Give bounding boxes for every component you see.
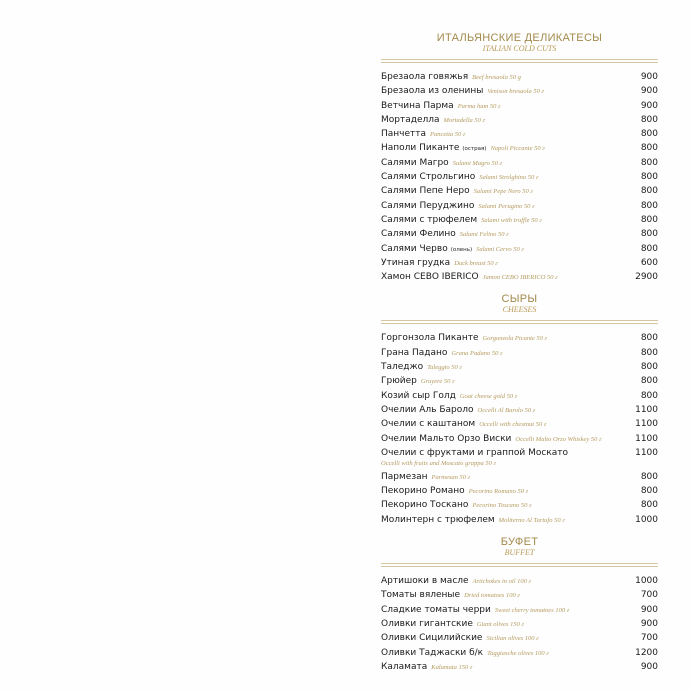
menu-item-name-en: Parma ham 50 г [457, 102, 501, 110]
menu-item [381, 270, 658, 284]
menu-item [381, 331, 658, 345]
menu-item-name-line [381, 446, 568, 460]
menu-item-name-ru: Артишоки в масле [381, 576, 469, 587]
menu-item-name-ru: Брезаола из оленины [381, 86, 484, 97]
menu-item-price: 900 [640, 86, 658, 97]
menu-item-name-line [381, 242, 524, 257]
menu-item-name-en: Kalamata 150 г [431, 663, 473, 671]
menu-item-name-ru: Салями Фелино [381, 229, 456, 240]
menu-item [381, 603, 658, 617]
menu-item [381, 646, 658, 660]
menu-item-name-en: Salami Cervo 50 г [476, 245, 524, 253]
menu-item-name-ru: Очелии с каштаном [381, 419, 476, 430]
menu-item [381, 660, 658, 674]
menu-item [381, 484, 658, 498]
menu-item-note: (олень) [450, 246, 473, 253]
menu-item [381, 631, 658, 645]
menu-item-name-line [381, 331, 547, 346]
menu-item-name-en: Taleggio 50 г [427, 364, 462, 372]
menu-item [381, 141, 658, 155]
menu-item-name-en: Duck breast 50 г [454, 259, 498, 267]
menu-item-price: 800 [640, 243, 658, 254]
menu-item [381, 227, 658, 241]
menu-item-price: 1100 [635, 447, 658, 458]
menu-item-name-ru: Салями Черво [381, 243, 448, 254]
menu-item-name-en: Gorgonzola Picante 50 г [482, 335, 548, 343]
menu-item-name-line [381, 113, 485, 128]
menu-item-price: 800 [640, 347, 658, 358]
menu-item [381, 470, 658, 484]
menu-item-name-line [381, 84, 544, 99]
menu-item [381, 389, 658, 403]
menu-item-price: 1200 [635, 647, 658, 658]
menu-section [381, 32, 658, 284]
menu-item-name-ru: Оливки Сицилийские [381, 633, 483, 644]
menu-item-name-en: Moliterno Al Tartufo 50 г [498, 516, 565, 524]
menu-item-names [381, 227, 509, 242]
menu-item-price: 700 [640, 633, 658, 644]
menu-item [381, 84, 658, 98]
menu-item-names [381, 417, 546, 432]
menu-item-name-line [381, 141, 545, 156]
menu-item-name-en: Parmesan 50 г [431, 473, 471, 481]
menu-item-names [381, 513, 565, 528]
menu-item-name-en: Occelli Al Barolo 50 г [477, 406, 536, 414]
menu-item-name-line [381, 484, 528, 499]
menu-item-names [381, 84, 544, 99]
menu-item-name-en: Salami Pepe Nero 50 г [473, 188, 533, 196]
menu-item-name-ru: Салями Перуджино [381, 200, 475, 211]
menu-item-price: 800 [640, 143, 658, 154]
menu-item-names [381, 617, 524, 632]
section-spacer [381, 527, 658, 536]
menu-item-names [381, 256, 498, 271]
menu-item [381, 113, 658, 127]
menu-item [381, 213, 658, 227]
menu-item [381, 170, 658, 184]
menu-item [381, 360, 658, 374]
menu-item-price: 800 [640, 200, 658, 211]
menu-item-names [381, 660, 472, 675]
menu-item-name-line [381, 498, 532, 513]
menu-item-name-ru: Салями с трюфелем [381, 214, 478, 225]
menu-item-price: 800 [640, 500, 658, 511]
menu-item-price: 1100 [635, 433, 658, 444]
menu-item-name-line [381, 256, 498, 271]
menu-item [381, 588, 658, 602]
menu-item-name-ru: Таледжо [381, 362, 424, 373]
menu-item [381, 346, 658, 360]
menu-item-names [381, 331, 547, 346]
section-title: СЫРЫ [501, 293, 538, 306]
menu-item-name-line [381, 346, 503, 361]
menu-item-name-line [381, 127, 465, 142]
menu-section [381, 536, 658, 674]
menu-item-name-line [381, 199, 535, 214]
menu-item-price: 900 [640, 661, 658, 672]
menu-item-price: 1000 [635, 576, 658, 587]
menu-item-names [381, 498, 532, 513]
menu-item [381, 70, 658, 84]
menu-item-names [381, 270, 558, 285]
menu-item-price: 1100 [635, 404, 658, 415]
menu-page [381, 32, 658, 674]
menu-item [381, 127, 658, 141]
menu-item-name-en: Sicilian olives 100 г [486, 635, 539, 643]
menu-item-names [381, 588, 520, 603]
menu-item [381, 403, 658, 417]
menu-item-names [381, 646, 549, 661]
menu-item [381, 374, 658, 388]
menu-item-name-ru: Грана Падано [381, 347, 448, 358]
menu-item-names [381, 484, 528, 499]
menu-item-names [381, 242, 524, 257]
menu-item-name-ru: Сладкие томаты черри [381, 604, 491, 615]
menu-item-name-line [381, 99, 501, 114]
menu-item-name-ru: Оливки гигантские [381, 618, 473, 629]
menu-item-name-en: Gruyere 50 г [420, 378, 455, 386]
menu-item-price: 800 [640, 129, 658, 140]
menu-item-name-ru: Панчетта [381, 129, 427, 140]
menu-item-name-ru: Молинтерн с трюфелем [381, 514, 495, 525]
menu-item-price: 1100 [635, 419, 658, 430]
menu-item-price: 2900 [635, 272, 658, 283]
menu-item-price: 800 [640, 376, 658, 387]
menu-item [381, 617, 658, 631]
section-title: ИТАЛЬЯНСКИЕ ДЕЛИКАТЕСЫ [436, 32, 603, 44]
menu-item-name-ru: Салями Строльгино [381, 172, 476, 183]
menu-item-name-en: Salami Felino 50 г [459, 231, 509, 239]
menu-item-names [381, 184, 533, 199]
section-divider [381, 320, 658, 324]
menu-item-price: 900 [640, 100, 658, 111]
menu-item-name-ru: Очелии Мальто Орзо Виски [381, 433, 512, 444]
menu-item-price: 800 [640, 214, 658, 225]
menu-item-name-ru: Хамон СЕВО IBERICO [381, 272, 479, 283]
menu-item-name-en: Grana Padano 50 г [451, 349, 503, 357]
menu-item-name-line [381, 588, 520, 603]
menu-item-name-en: Taggiasche olives 100 г [487, 649, 549, 657]
menu-item-note: (острая) [462, 146, 487, 153]
menu-item-name-line [381, 513, 565, 528]
menu-item-name-ru: Томаты вяленые [381, 590, 461, 601]
menu-item-names [381, 374, 455, 389]
menu-item-name-en: Artichokes in oil 100 г [472, 578, 532, 586]
menu-item-name-en: Mortadella 50 г [443, 116, 486, 124]
menu-item-name-line [381, 617, 524, 632]
menu-item [381, 574, 658, 588]
menu-item-name-en: Occelli with chestnut 50 г [479, 421, 547, 429]
menu-item-name-ru: Козий сыр Голд [381, 390, 456, 401]
menu-item-name-line [381, 417, 546, 432]
menu-item-name-line [381, 156, 502, 171]
menu-item-price: 700 [640, 590, 658, 601]
menu-item-name-en: Pancetta 50 г [430, 131, 466, 139]
menu-item-name-en: Salami with truffle 50 г [481, 216, 542, 224]
menu-item-names [381, 446, 568, 468]
menu-item-name-en: Salami Strolghino 50 г [479, 174, 539, 182]
menu-item-names [381, 113, 485, 128]
menu-item-name-ru: Горгонзола Пиканте [381, 333, 479, 344]
menu-item-names [381, 432, 602, 447]
menu-item [381, 446, 658, 470]
menu-item-name-line [381, 270, 558, 285]
section-subtitle: ITALIAN COLD CUTS [482, 44, 557, 53]
menu-item-names [381, 213, 542, 228]
menu-item-name-line [381, 432, 602, 447]
menu-item-names [381, 346, 503, 361]
menu-item-name-line [381, 631, 539, 646]
menu-item-names [381, 603, 569, 618]
menu-item-name-en: Jamon CEBO IBERICO 50 г [482, 274, 558, 282]
menu-item-price: 800 [640, 471, 658, 482]
menu-item-name-en: Occelli with fruits and Moscato grappa 50 г [381, 459, 497, 467]
section-divider [381, 563, 658, 567]
menu-item-name-ru: Грюйер [381, 376, 417, 387]
menu-item-price: 800 [640, 157, 658, 168]
menu-item-name-line [381, 70, 521, 85]
menu-item-name-ru: Пекорино Тоскано [381, 500, 469, 511]
menu-item-name-line [381, 227, 509, 242]
menu-item-name-en: Goat cheese gold 50 г [459, 392, 518, 400]
section-subtitle: BUFFET [504, 548, 535, 558]
menu-item-price: 800 [640, 114, 658, 125]
menu-item-name-en: Pecorino Romano 50 г [468, 488, 529, 496]
menu-item-name-line [381, 470, 470, 485]
menu-item-name-ru: Мортаделла [381, 114, 440, 125]
menu-item-name-line [381, 660, 472, 675]
menu-item-name-line [381, 574, 531, 589]
menu-item-name-en: Salami Magro 50 г [452, 159, 503, 167]
menu-item-name-en: Beef bresaola 50 g [472, 74, 521, 81]
menu-item-names [381, 141, 545, 156]
menu-item-name-en: Occelli Malto Orzo Whiskey 50 г [515, 435, 602, 443]
menu-item-name-ru: Наполи Пиканте [381, 143, 460, 154]
menu-item-names [381, 99, 501, 114]
menu-item-name-line [381, 360, 462, 375]
menu-item [381, 184, 658, 198]
menu-item [381, 417, 658, 431]
menu-item-name-line [381, 646, 549, 661]
menu-item-name-line [381, 389, 517, 404]
menu-item-name-line [381, 184, 533, 199]
menu-item-names [381, 389, 517, 404]
menu-item [381, 99, 658, 113]
menu-item-name-en: Venison bresaola 50 г [487, 88, 545, 96]
menu-item-price: 900 [640, 604, 658, 615]
section-title: БУФЕТ [500, 536, 539, 549]
menu-item [381, 156, 658, 170]
menu-item-name-ru: Салями Пепе Неро [381, 186, 470, 197]
menu-item-price: 900 [640, 72, 658, 82]
menu-item-name-ru: Очелии Аль Бароло [381, 404, 474, 415]
menu-item [381, 513, 658, 527]
menu-item-names [381, 70, 521, 85]
menu-item-name-line [381, 603, 569, 618]
menu-item-names [381, 127, 465, 142]
menu-item-price: 900 [640, 618, 658, 629]
menu-section [381, 293, 658, 527]
menu-item-name-ru: Ветчина Парма [381, 100, 454, 111]
menu-item-name-ru: Каламата [381, 661, 428, 672]
menu-item [381, 256, 658, 270]
section-subtitle: CHEESES [502, 305, 537, 315]
menu-item-names [381, 156, 502, 171]
menu-item-name-ru: Очелии с фруктами и граппой Москато [381, 447, 569, 458]
section-spacer [381, 284, 658, 293]
menu-item-names [381, 360, 462, 375]
menu-item-price: 800 [640, 390, 658, 401]
menu-item-name-line [381, 213, 542, 228]
menu-item-price: 800 [640, 362, 658, 373]
menu-item-price: 800 [640, 172, 658, 183]
menu-item-names [381, 403, 535, 418]
menu-item [381, 242, 658, 256]
menu-item [381, 199, 658, 213]
menu-item-names [381, 170, 538, 185]
menu-item-name-en: Dried tomatoes 100 г [464, 592, 520, 600]
menu-item-name-en: Salami Perugino 50 г [478, 202, 535, 210]
menu-item-name-ru: Брезаола говяжья [381, 72, 469, 82]
menu-item-names [381, 574, 531, 589]
menu-item-name-en: Sweet cherry tomatoes 100 г [494, 606, 570, 614]
menu-item-name-ru: Пармезан [381, 471, 428, 482]
menu-item-price: 800 [640, 229, 658, 240]
menu-item-price: 1000 [635, 514, 658, 525]
menu-item-name-line [381, 170, 538, 185]
menu-item-name-ru: Пекорино Романо [381, 486, 465, 497]
menu-item-name-line [381, 374, 455, 389]
menu-item-name-ru: Утиная грудка [381, 257, 451, 268]
menu-item-names [381, 470, 470, 485]
menu-item-name-ru: Салями Магро [381, 157, 449, 168]
menu-item [381, 498, 658, 512]
menu-item-names [381, 631, 539, 646]
menu-item-price: 800 [640, 186, 658, 197]
menu-item-name-en: Pecorino Toscano 50 г [472, 502, 532, 510]
menu-item-names [381, 199, 535, 214]
menu-item-name-en: Giant olives 150 г [476, 620, 524, 628]
menu-item-name-line [381, 403, 535, 418]
menu-item-price: 600 [640, 257, 658, 268]
menu-item-price: 800 [640, 486, 658, 497]
menu-item-name-en: Napoli Piccante 50 г [490, 145, 545, 153]
section-divider [381, 59, 658, 63]
menu-item-name-ru: Оливки Таджаски б/к [381, 647, 484, 658]
menu-item [381, 432, 658, 446]
menu-item-price: 800 [640, 333, 658, 344]
